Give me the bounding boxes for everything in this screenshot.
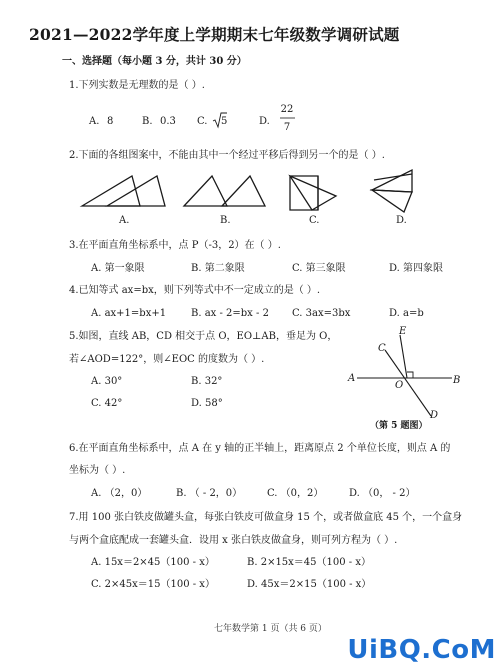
question-5-stem-line2: 若∠AOD=122°，则∠EOC 的度数为（ ）.: [69, 354, 265, 365]
q5-option-b: B. 32°: [191, 376, 223, 387]
q5-label-b: B: [453, 375, 461, 386]
q1-fraction-denominator: 7: [283, 122, 291, 133]
question-6-stem-line2: 坐标为（ ）.: [69, 465, 126, 476]
section-heading: 一、选择题（每小题 3 分，共计 30 分）: [62, 56, 247, 67]
q7-option-c: C. 2×45x＝15（100 - x）: [91, 579, 215, 590]
question-6-stem-line1: 6.在平面直角坐标系中，点 A 在 y 轴的正半轴上，距离原点 2 个单位长度，则点 A 的: [69, 443, 451, 454]
q1-option-d-label: D.: [259, 116, 270, 127]
q2-option-a: A.: [119, 215, 130, 226]
q6-option-c: C. （0，2）: [267, 488, 324, 499]
q1-option-c-label: C.: [197, 116, 208, 127]
q5-label-e: E: [399, 326, 407, 337]
q2-option-d: D.: [396, 215, 407, 226]
q3-option-d: D. 第四象限: [389, 263, 444, 274]
question-4-stem: 4.已知等式 ax=bx，则下列等式中不一定成立的是（ ）.: [69, 285, 321, 296]
q4-option-d: D. a=b: [389, 308, 424, 319]
question-3-stem: 3.在平面直角坐标系中，点 P（-3，2）在（ ）.: [69, 240, 281, 251]
q2-figure-a: [80, 172, 170, 208]
q7-option-d: D. 45x＝2×15（100 - x）: [247, 579, 372, 590]
question-1-stem: 1.下列实数是无理数的是（ ）.: [69, 80, 205, 91]
q5-label-o: O: [395, 380, 404, 391]
q2-figure-c: [288, 170, 348, 214]
q1-fraction-numerator: 22: [280, 104, 294, 115]
q5-option-c: C. 42°: [91, 398, 123, 409]
q6-option-a: A. （2，0）: [91, 488, 148, 499]
q3-option-a: A. 第一象限: [91, 263, 145, 274]
q2-option-c: C.: [309, 215, 320, 226]
q4-option-a: A. ax+1=bx+1: [91, 308, 167, 319]
question-7-stem-line1: 7.用 100 张白铁皮做罐头盒，每张白铁皮可做盒身 15 个，或者做盒底 45 个，一个盒身: [69, 512, 463, 523]
q1-option-c-value: 5: [221, 116, 228, 127]
q1-option-a-value: 8: [107, 116, 114, 127]
q4-option-c: C. 3ax=3bx: [292, 308, 351, 319]
q3-option-b: B. 第二象限: [191, 263, 245, 274]
fraction-bar: [280, 117, 296, 119]
q3-option-c: C. 第三象限: [292, 263, 346, 274]
q1-option-a-label: A.: [89, 116, 100, 127]
q6-option-d: D. （0， - 2）: [349, 488, 416, 499]
q2-figure-b: [182, 172, 272, 208]
watermark-logo: UiBQ.CoM: [347, 635, 496, 665]
q5-label-a: A: [348, 373, 356, 384]
q1-option-b-label: B.: [142, 116, 153, 127]
q5-label-c: C: [378, 343, 386, 354]
q5-option-a: A. 30°: [91, 376, 123, 387]
q6-option-b: B. （ - 2，0）: [176, 488, 243, 499]
page-footer: 七年数学第 1 页（共 6 页）: [214, 624, 327, 634]
q5-figure-caption: （第 5 题图）: [370, 421, 428, 431]
question-2-stem: 2.下面的各组图案中，不能由其中一个经过平移后得到另一个的是（ ）.: [69, 150, 385, 161]
q2-figure-d: [368, 168, 438, 216]
q1-option-b-value: 0.3̇: [160, 116, 176, 127]
q5-option-d: D. 58°: [191, 398, 223, 409]
q5-figure: [345, 325, 465, 425]
q7-option-a: A. 15x＝2×45（100 - x）: [91, 557, 215, 568]
page-title: 2021—2022学年度上学期期末七年级数学调研试题: [29, 25, 400, 44]
question-7-stem-line2: 与两个盒底配成一套罐头盒．设用 x 张白铁皮做盒身，则可列方程为（ ）.: [69, 535, 398, 546]
question-5-stem-line1: 5.如图，直线 AB，CD 相交于点 O，EO⊥AB，垂足为 O，: [69, 331, 338, 342]
q7-option-b: B. 2×15x＝45（100 - x）: [247, 557, 371, 568]
q2-option-b: B.: [220, 215, 231, 226]
q4-option-b: B. ax - 2=bx - 2: [191, 308, 269, 319]
q5-label-d: D: [430, 410, 439, 421]
